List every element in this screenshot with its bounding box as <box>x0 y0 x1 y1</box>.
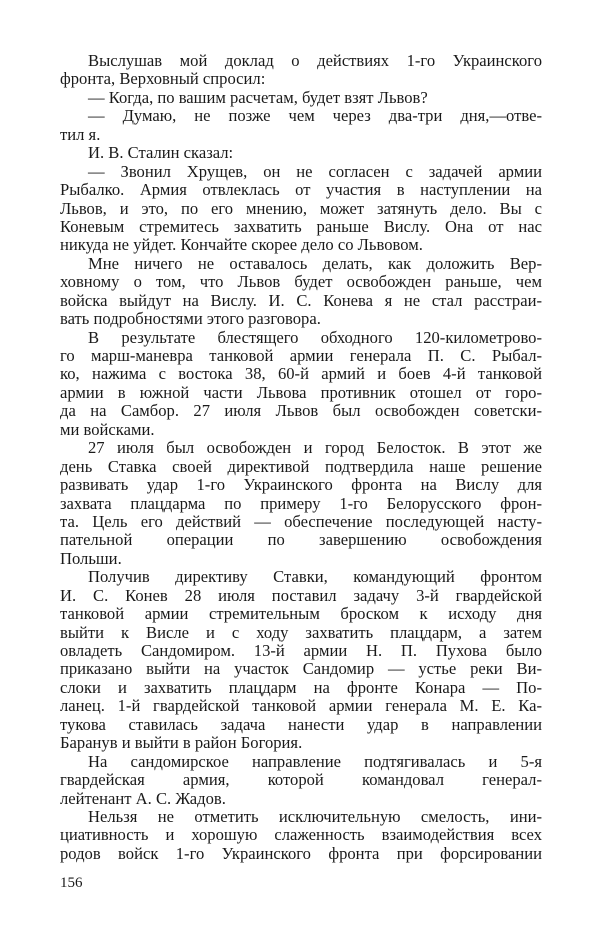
text-line: никуда не уйдет. Кончайте скорее дело со Львовом. <box>60 235 423 255</box>
text-line: ланец. 1-й гвардейской танковой армии генерала М. Е. Ка- <box>60 696 542 716</box>
text-line: И. В. Сталин сказал: <box>88 143 234 163</box>
text-line: овладеть Сандомиром. 13-й армии Н. П. Пухова было <box>60 641 542 660</box>
text-line: гвардейская армия, которой командовал генерал- <box>60 770 542 790</box>
text-line: армии в южной части Львова противник отошел от горо- <box>60 382 542 402</box>
text-line: Мне ничего не оставалось делать, как доложить Вер- <box>88 253 542 273</box>
text-line: В результате блестящего обходного 120-километрово- <box>88 327 542 347</box>
text-line: — Звонил Хрущев, он не согласен с задачей армии <box>88 161 542 181</box>
page-number: 156 <box>60 875 83 891</box>
text-line: Рыбалко. Армия отвлеклась от участия в наступлении на <box>60 180 542 200</box>
paragraph <box>60 808 542 863</box>
text-line: та. Цель его действий — обеспечение последующей насту- <box>60 511 542 531</box>
text-line: Нельзя не отметить исключительную смелость, ини- <box>88 806 542 826</box>
text-line: Польши. <box>60 548 122 568</box>
text-line: ми войсками. <box>60 419 155 439</box>
text-line: день Ставка своей директивой подтвердила наше решение <box>60 456 542 476</box>
paragraph <box>60 144 542 162</box>
text-line: ко, нажима с востока 38, 60-й армий и боев 4-й танковой <box>60 364 542 384</box>
text-line: войска выйдут на Вислу. И. С. Конева я не стал расстраи- <box>60 290 542 310</box>
text-line: На сандомирское направление подтягивалась и 5-я <box>88 751 542 771</box>
text-line: да на Самбор. 27 июля Львов был освобожден советски- <box>60 401 542 421</box>
text-line: тил я. <box>60 124 101 144</box>
text-line: 27 июля был освобожден и город Белосток. В этот же <box>88 438 542 458</box>
text-line: циативность и хорошую слаженность взаимодействия всех <box>60 825 542 845</box>
paragraph <box>60 329 542 440</box>
body-text <box>60 52 542 863</box>
text-line: танковой армии стремительным броском к исходу дня <box>60 604 542 624</box>
text-line: приказано выйти на участок Сандомир — устье реки Ви- <box>60 659 542 679</box>
text-line: родов войск 1-го Украинского фронта при форсировании <box>60 843 542 863</box>
text-line: го марш-маневра танковой армии генерала П. С. Рыбал- <box>60 346 542 365</box>
paragraph <box>60 89 542 107</box>
text-line: тукова ставилась задача нанести удар в направлении <box>60 714 542 734</box>
text-line: пательной операции по завершению освобождения <box>60 530 542 550</box>
text-line: захвата плацдарма по примеру 1-го Белорусского фрон- <box>60 493 542 513</box>
text-line: Львов, и это, по его мнению, может затянуть дело. Вы с <box>60 198 542 218</box>
text-line: Получив директиву Ставки, командующий фронтом <box>88 567 542 587</box>
text-line: развивать удар 1-го Украинского фронта на Вислу для <box>60 475 542 495</box>
paragraph <box>60 52 542 89</box>
text-line: Баранув и выйти в район Богория. <box>60 733 303 753</box>
paragraph <box>60 163 542 255</box>
paragraph <box>60 568 542 752</box>
text-line: ховному о том, что Львов будет освобожден раньше, чем <box>60 272 542 292</box>
paragraph <box>60 255 542 329</box>
text-line: — Думаю, не позже чем через два-три дня,—отве- <box>88 106 542 126</box>
text-line: слоки и захватить плацдарм на фронте Конара — По- <box>60 677 542 697</box>
text-line: Коневым стремитесь захватить раньше Вислу. Она от нас <box>60 216 542 236</box>
paragraph <box>60 753 542 808</box>
paragraph <box>60 439 542 568</box>
paragraph <box>60 107 542 144</box>
text-line: лейтенант А. С. Жадов. <box>60 788 226 808</box>
text-line: — Когда, по вашим расчетам, будет взят Львов? <box>88 87 428 107</box>
text-line: Выслушав мой доклад о действиях 1-го Украинского <box>88 51 542 70</box>
text-line: И. С. Конев 28 июля поставил задачу 3-й гвардейской <box>60 585 542 605</box>
text-line: выйти к Висле и с ходу захватить плацдарм, а затем <box>60 622 542 642</box>
text-line: вать подробностями этого разговора. <box>60 309 321 329</box>
text-line: фронта, Верховный спросил: <box>60 69 266 89</box>
